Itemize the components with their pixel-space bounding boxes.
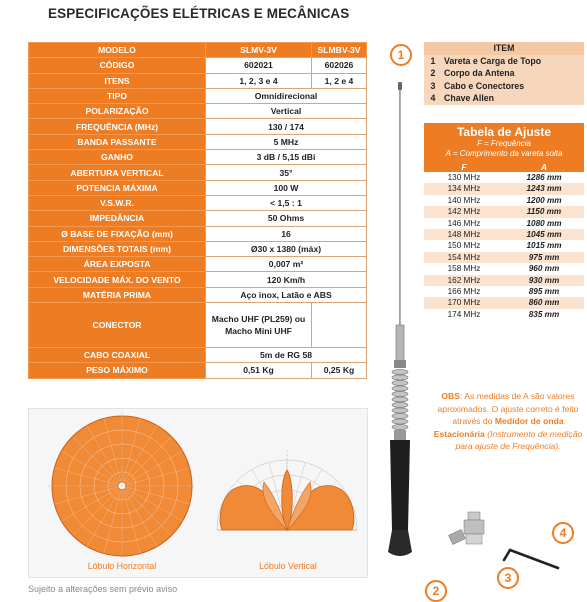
vertical-lobe-diagram [212,420,362,540]
adjustment-length: 1150 mm [526,207,562,217]
spec-value: 3 dB / 5,15 dBi [206,150,367,165]
spec-label: CÓDIGO [29,58,206,73]
adjustment-length: 1045 mm [526,229,562,239]
spec-value: 120 Km/h [206,272,367,287]
spec-label: VELOCIDADE MÁX. DO VENTO [29,272,206,287]
spec-row [29,134,367,149]
spec-label: Ø BASE DE FIXAÇÃO (mm) [29,226,206,241]
item-number: 4 [424,92,442,105]
adjustment-frequency: 146 MHz [447,218,481,228]
spec-value-items2: 1, 2 e 4 [312,73,367,88]
adjustment-table [424,123,584,320]
callout-3: 3 [497,567,519,589]
item-row [424,55,584,68]
adjustment-sub-a: A = Comprimento da vareta solta [445,149,563,158]
spec-value: < 1,5 : 1 [206,195,367,210]
spec-row-cabo [29,348,367,363]
spec-label: MATÉRIA PRIMA [29,287,206,302]
adjustment-length: 1286 mm [526,173,562,182]
spec-value-model2: SLMBV-3V [312,43,367,58]
adjustment-rows [424,172,584,320]
adjustment-length: 1080 mm [526,218,562,228]
spec-row [29,241,367,256]
item-number: 1 [424,55,442,68]
adjustment-frequency: 130 MHz [447,173,481,182]
spec-row [29,119,367,134]
adjustment-length: 1015 mm [526,241,562,251]
callout-4: 4 [552,522,574,544]
spec-row [29,165,367,180]
adjustment-frequency: 166 MHz [447,286,481,296]
adjustment-frequency: 150 MHz [447,241,481,251]
spec-value: Ø30 x 1380 (máx) [206,241,367,256]
adjustment-row [424,263,584,274]
antenna-illustration [370,60,430,575]
spec-label: POTENCIA MÁXIMA [29,180,206,195]
adjustment-row [424,195,584,206]
spec-value-items1: 1, 2, 3 e 4 [206,73,312,88]
adjustment-frequency: 134 MHz [447,184,481,194]
spec-label: IMPEDÂNCIA [29,211,206,226]
adjustment-row [424,240,584,251]
spec-value: 100 W [206,180,367,195]
obs-lead: OBS [441,391,460,401]
adjustment-length: 960 mm [528,264,560,274]
spec-value-empty [312,303,367,348]
obs-text1: : As medidas de A são valores aproximados. O ajuste correto é feito através do [437,391,579,427]
spec-value-code2: 602026 [312,58,367,73]
item-text: Corpo da Antena [442,67,584,80]
item-text: Vareta e Carga de Topo [442,55,584,68]
adjustment-length: 1200 mm [526,195,562,205]
adjustment-frequency: 174 MHz [447,309,481,319]
adjustment-row [424,309,584,320]
spec-value-model1: SLMV-3V [206,43,312,58]
adjustment-row [424,297,584,308]
spec-row-itens [29,73,367,88]
item-row [424,92,584,105]
adjustment-length: 835 mm [528,309,560,319]
adjustment-frequency: 170 MHz [447,298,481,308]
horizontal-lobe-diagram [42,410,202,562]
spec-row [29,88,367,103]
adjustment-frequency: 158 MHz [447,264,481,274]
page-title: ESPECIFICAÇÕES ELÉTRICAS E MECÂNICAS [48,6,350,21]
column-f: F [461,162,467,172]
adjustment-frequency: 140 MHz [447,195,481,205]
adjustment-frequency: 162 MHz [447,275,481,285]
spec-value-cabo: 5m de RG 58 [206,348,367,363]
spec-row [29,211,367,226]
adjustment-row [424,252,584,263]
spec-label: ABERTURA VERTICAL [29,165,206,180]
spec-label: V.S.W.R. [29,195,206,210]
spec-label: TIPO [29,88,206,103]
adjustment-title: Tabela de Ajuste [456,125,552,139]
spec-label: DIMENSÕES TOTAIS (mm) [29,241,206,256]
adjustment-row [424,229,584,240]
spec-table [28,42,367,379]
spec-value-peso1: 0,51 Kg [206,363,312,378]
spec-value: Omnidirecional [206,88,367,103]
spec-row [29,104,367,119]
adjustment-frequency: 142 MHz [447,207,481,217]
item-number: 3 [424,80,442,93]
spec-value-conector: Macho UHF (PL259) ou Macho Mini UHF [206,303,312,348]
adjustment-row [424,183,584,194]
spec-label: CONECTOR [29,303,206,348]
adjustment-length: 1243 mm [526,184,562,194]
adjustment-row [424,286,584,297]
spec-label: PESO MÁXIMO [29,363,206,378]
spec-row-peso [29,363,367,378]
spec-row [29,195,367,210]
horizontal-lobe-caption: Lóbulo Horizontal [87,561,157,571]
spec-label: BANDA PASSANTE [29,134,206,149]
spec-label: POLARIZAÇÃO [29,104,206,119]
spec-value-code1: 602021 [206,58,312,73]
adjustment-length: 860 mm [528,298,560,308]
spec-value: Vertical [206,104,367,119]
spec-row [29,226,367,241]
adjustment-row [424,206,584,217]
spec-value: 16 [206,226,367,241]
spec-row [29,287,367,302]
spec-row [29,150,367,165]
spec-value: 50 Ohms [206,211,367,226]
spec-row-conector [29,303,367,348]
item-text: Chave Allen [442,92,584,105]
items-header-row [424,42,584,55]
adjustment-row [424,172,584,183]
adjustment-length: 930 mm [528,275,560,285]
adjustment-row [424,218,584,229]
callout-1: 1 [390,44,412,66]
adjustment-columns [424,162,584,172]
item-text: Cabo e Conectores [442,80,584,93]
spec-value: 35° [206,165,367,180]
spec-value: 0,007 m² [206,257,367,272]
adjustment-frequency: 148 MHz [447,229,481,239]
item-number: 2 [424,67,442,80]
item-row [424,67,584,80]
spec-row [29,272,367,287]
spec-value: 130 / 174 [206,119,367,134]
footer-note: Sujeito a alterações sem prévio aviso [28,584,178,594]
callout-2: 2 [425,580,447,602]
adjustment-header [424,123,584,162]
adjustment-row [424,275,584,286]
spec-label: ÁREA EXPOSTA [29,257,206,272]
spec-label: FREQUÊNCIA (MHz) [29,119,206,134]
column-a: A [540,162,548,172]
adjustment-frequency: 154 MHz [447,252,481,262]
spec-label: ITENS [29,73,206,88]
spec-value: Aço inox, Latão e ABS [206,287,367,302]
spec-label: MODELO [29,43,206,58]
spec-value-peso2: 0,25 Kg [312,363,367,378]
spec-row-codigo [29,58,367,73]
adjustment-length: 895 mm [528,286,560,296]
vertical-lobe-caption: Lóbulo Vertical [259,561,317,571]
item-row [424,80,584,93]
items-table [424,42,584,105]
spec-label: GANHO [29,150,206,165]
adjustment-length: 975 mm [528,252,560,262]
obs-emphasis: Medidor de onda Estacionária [433,416,564,439]
spec-label: CABO COAXIAL [29,348,206,363]
adjustment-sub-f: F = Frequência [477,139,531,148]
obs-text2: (Instrumento de medição para ajuste de Frequência). [455,428,583,452]
observation-note [433,390,583,453]
spec-row-modelo [29,43,367,58]
spec-row [29,257,367,272]
spec-value: 5 MHz [206,134,367,149]
spec-row [29,180,367,195]
items-header: ITEM [424,42,584,55]
